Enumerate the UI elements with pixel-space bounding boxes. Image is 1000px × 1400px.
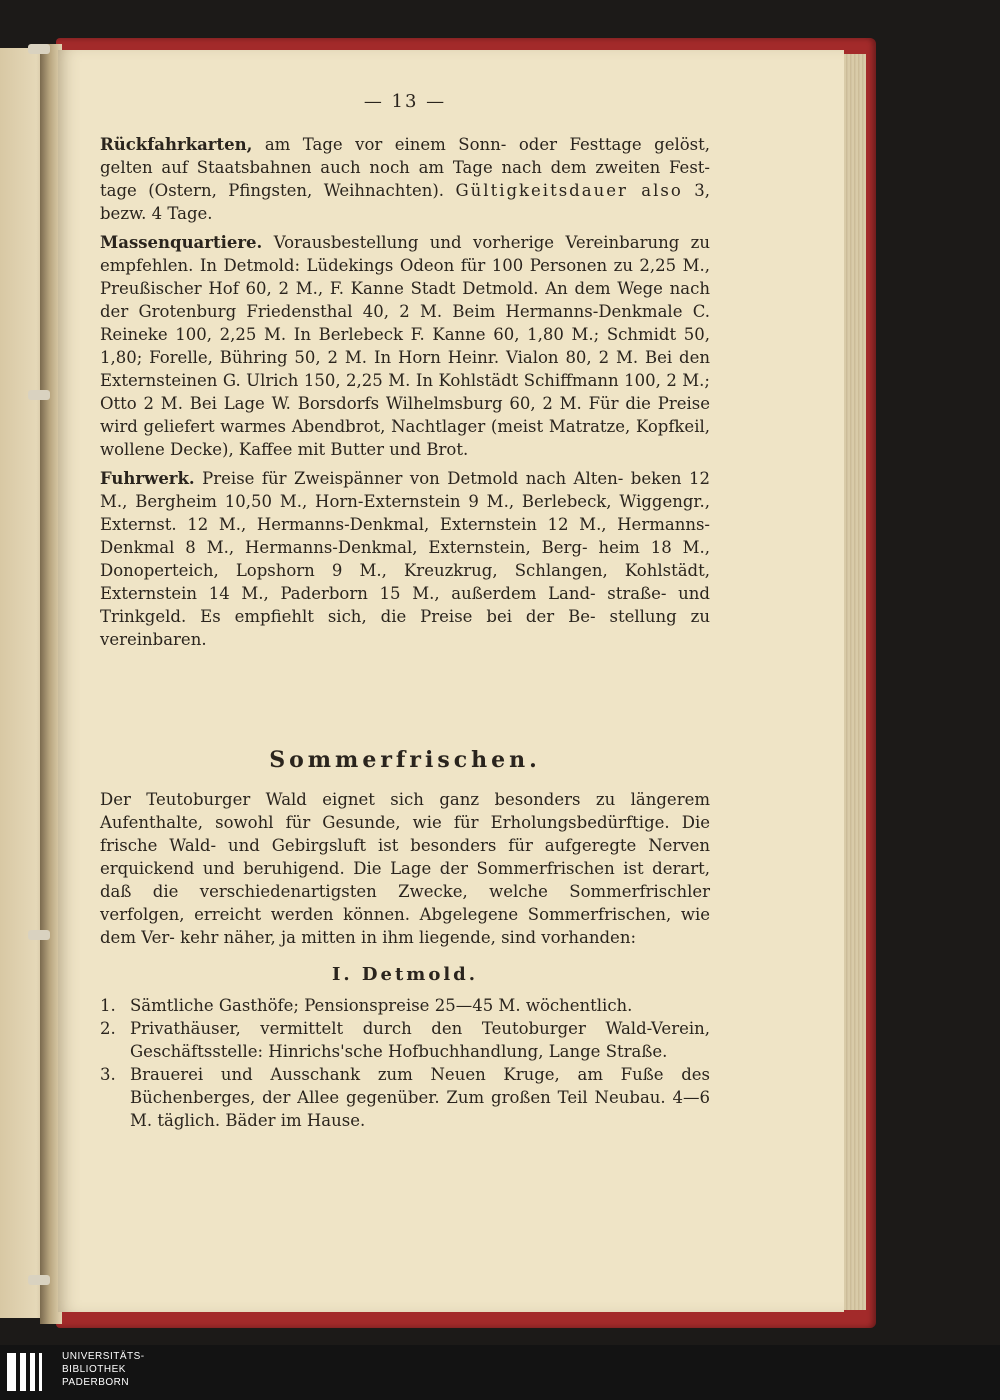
list-item-text: Brauerei und Ausschank zum Neuen Kruge, am Fuße des Büchenberges, der Allee gegenüber. Zum großen Teil Neubau. 4—6 M. täglich. Bäder im Hause. — [130, 1065, 710, 1130]
list-item — [100, 1017, 710, 1063]
paragraph-massenquartiere — [100, 231, 710, 461]
lodging-list — [100, 994, 710, 1132]
paragraph-lead: Rückfahrkarten, — [100, 135, 253, 154]
paragraph-spaced-text: Gültigkeitsdauer also — [455, 181, 683, 200]
list-item-number: 3. — [100, 1065, 116, 1084]
sub-heading: I. Detmold. — [331, 964, 479, 985]
binding-stitch — [28, 390, 50, 400]
paragraph-text: Preise für Zweispänner von Detmold nach Alten- beken 12 M., Bergheim 10,50 M., Horn-Externstein 9 M., Berlebeck, Wiggengr., Externst. 12 M., Hermanns-Denkmal, Externstein 12 M., Hermanns-Denkmal 8 M., Hermanns-Denkmal, Externstein, Berg- heim 18 M., Donoperteich, Lopshorn 9 M., Kreuzkrug, Schlangen, Kohlstädt, Externstein 14 M., Paderborn 15 M., außerdem Land- straße- und Trinkgeld. Es empfiehlt sich, die Preise bei der Be- stellung zu vereinbaren. — [100, 469, 710, 649]
list-item-text: Privathäuser, vermittelt durch den Teutoburger Wald-Verein, Geschäftsstelle: Hinrichs'sche Hofbuchhandlung, Lange Straße. — [130, 1019, 710, 1061]
list-item-number: 2. — [100, 1019, 116, 1038]
list-item — [100, 994, 710, 1017]
list-item-text: Sämtliche Gasthöfe; Pensionspreise 25—45 M. wöchentlich. — [130, 996, 633, 1015]
paragraph-text: Vorausbestellung und vorherige Vereinbarung zu empfehlen. In Detmold: Lüdekings Odeon für 100 Personen zu 2,25 M., Preußischer Hof 60, 2 M., F. Kanne Stadt Detmold. An dem Wege nach der Grotenburg Friedensthal 40, 2 M. Beim Hermanns-Denkmale C. Reineke 100, 2,25 M. In Berlebeck F. Kanne 60, 1,80 M.; Schmidt 50, 1,80; Forelle, Bühring 50, 2 M. In Horn Heinr. Vialon 80, 2 M. Bei den Externsteinen G. Ulrich 150, 2,25 M. In Kohlstädt Schiffmann 100, 2 M.; Otto 2 M. Bei Lage W. Borsdorfs Wilhelmsburg 60, 2 M. Für die Preise wird geliefert warmes Abendbrot, Nachtlager (meist Matratze, Kopfkeil, wollene Decke), Kaffee mit Butter und Brot. — [100, 233, 710, 459]
library-logo-icon — [6, 1352, 46, 1392]
binding-stitch — [28, 44, 50, 54]
library-logo-text: UNIVERSITÄTS- BIBLIOTHEK PADERBORN — [62, 1351, 145, 1388]
binding-stitch — [28, 930, 50, 940]
page-text — [100, 90, 710, 1132]
paragraph-lead: Massenquartiere. — [100, 233, 263, 252]
paragraph-text: am Tage vor einem Sonn- oder Festtage gelöst, gelten auf Staatsbahnen auch noch am Tage nach dem zweiten Fest- tage (Ostern, Pfingsten, Weihnachten). — [100, 135, 711, 200]
paragraph-fuhrwerk — [100, 467, 710, 651]
paragraph-rueckfahrkarten — [100, 133, 710, 225]
library-logo — [6, 1350, 146, 1394]
paragraph-lead: Fuhrwerk. — [100, 469, 195, 488]
section-heading: Sommerfrischen. — [269, 747, 541, 773]
list-item — [100, 1063, 710, 1132]
list-item-number: 1. — [100, 996, 116, 1015]
page-number: — 13 — — [363, 91, 447, 112]
paragraph-tail: 3, bezw. 4 Tage. — [100, 181, 710, 223]
binding-stitch — [28, 1275, 50, 1285]
section-intro: Der Teutoburger Wald eignet sich ganz besonders zu längerem Aufenthalte, sowohl für Gesunde, wie für Erholungsbedürftige. Die frische Wald- und Gebirgsluft ist besonders für aufgeregte Nerven erquickend und beruhigend. Die Lage der Sommerfrischen ist derart, daß die verschiedenartigsten Zwecke, welche Sommerfrischler verfolgen, erreicht werden können. Abgelegene Sommerfrischen, wie dem Ver- kehr näher, ja mitten in ihm liegende, sind vorhanden: — [100, 790, 710, 947]
